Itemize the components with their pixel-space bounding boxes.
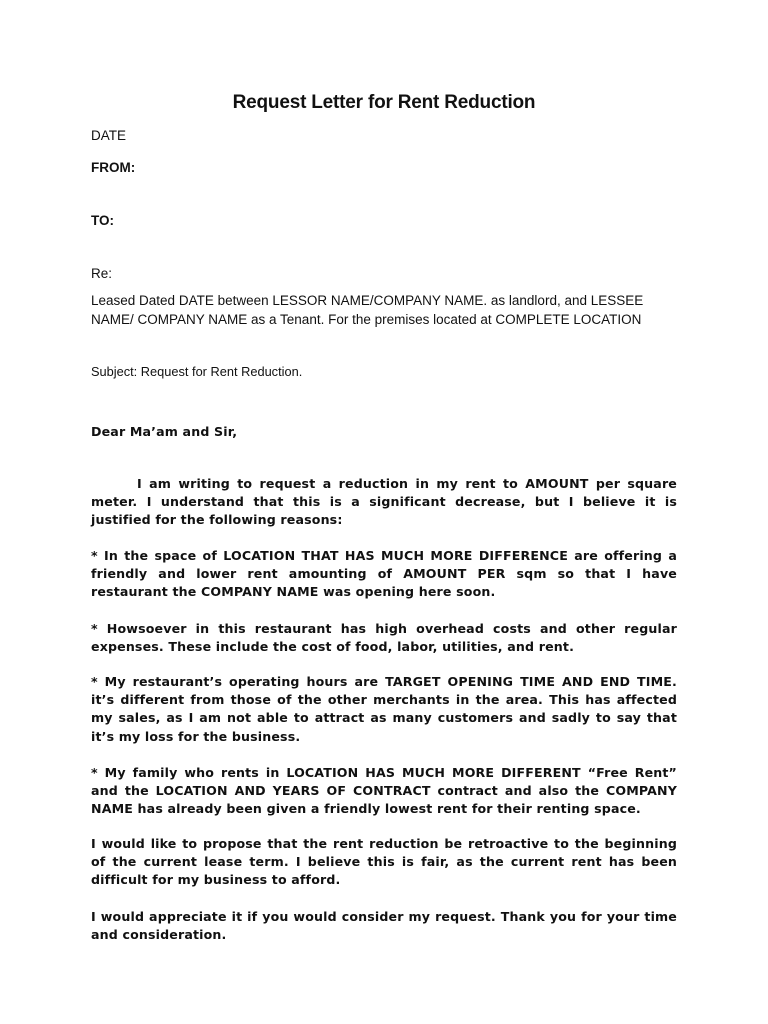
paragraph-reason-hours: * My restaurant’s operating hours are TARGET OPENING TIME AND END TIME. it’s different from those of the other merchants in the area. This has affected my sales, as I am not able to attract as many customers and sadly to say that it’s my loss for the business. bbox=[91, 674, 677, 744]
salutation: Dear Ma’am and Sir, bbox=[91, 424, 238, 439]
re-details: Leased Dated DATE between LESSOR NAME/COMPANY NAME. as landlord, and LESSEE NAME/ COMPANY NAME as a Tenant. For the premises located at COMPLETE LOCATION bbox=[91, 293, 644, 327]
paragraph-intro: I am writing to request a reduction in my rent to AMOUNT per square meter. I understand that this is a significant decrease, but I believe it is justified for the following reasons: bbox=[91, 476, 677, 528]
document-title: Request Letter for Rent Reduction bbox=[232, 92, 536, 113]
paragraph-proposal: I would like to propose that the rent reduction be retroactive to the beginning of the current lease term. I believe this is fair, as the current rent has been difficult for my business to afford. bbox=[91, 836, 677, 888]
to-label: TO: bbox=[91, 213, 114, 228]
from-label: FROM: bbox=[91, 160, 136, 175]
date-line: DATE bbox=[91, 128, 127, 143]
subject-line: Subject: Request for Rent Reduction. bbox=[91, 364, 303, 379]
paragraph-reason-location: * In the space of LOCATION THAT HAS MUCH MORE DIFFERENCE are offering a friendly and lower rent amounting of AMOUNT PER sqm so that I have restaurant the COMPANY NAME was opening here soon. bbox=[91, 548, 677, 600]
paragraph-closing: I would appreciate it if you would consider my request. Thank you for your time and consideration. bbox=[91, 909, 677, 943]
paragraph-reason-costs: * Howsoever in this restaurant has high overhead costs and other regular expenses. These include the cost of food, labor, utilities, and rent. bbox=[91, 621, 677, 655]
paragraph-reason-family: * My family who rents in LOCATION HAS MUCH MORE DIFFERENT “Free Rent” and the LOCATION AND YEARS OF CONTRACT contract and also the COMPANY NAME has already been given a friendly lowest rent for their renting space. bbox=[91, 765, 677, 817]
re-label: Re: bbox=[91, 266, 113, 281]
